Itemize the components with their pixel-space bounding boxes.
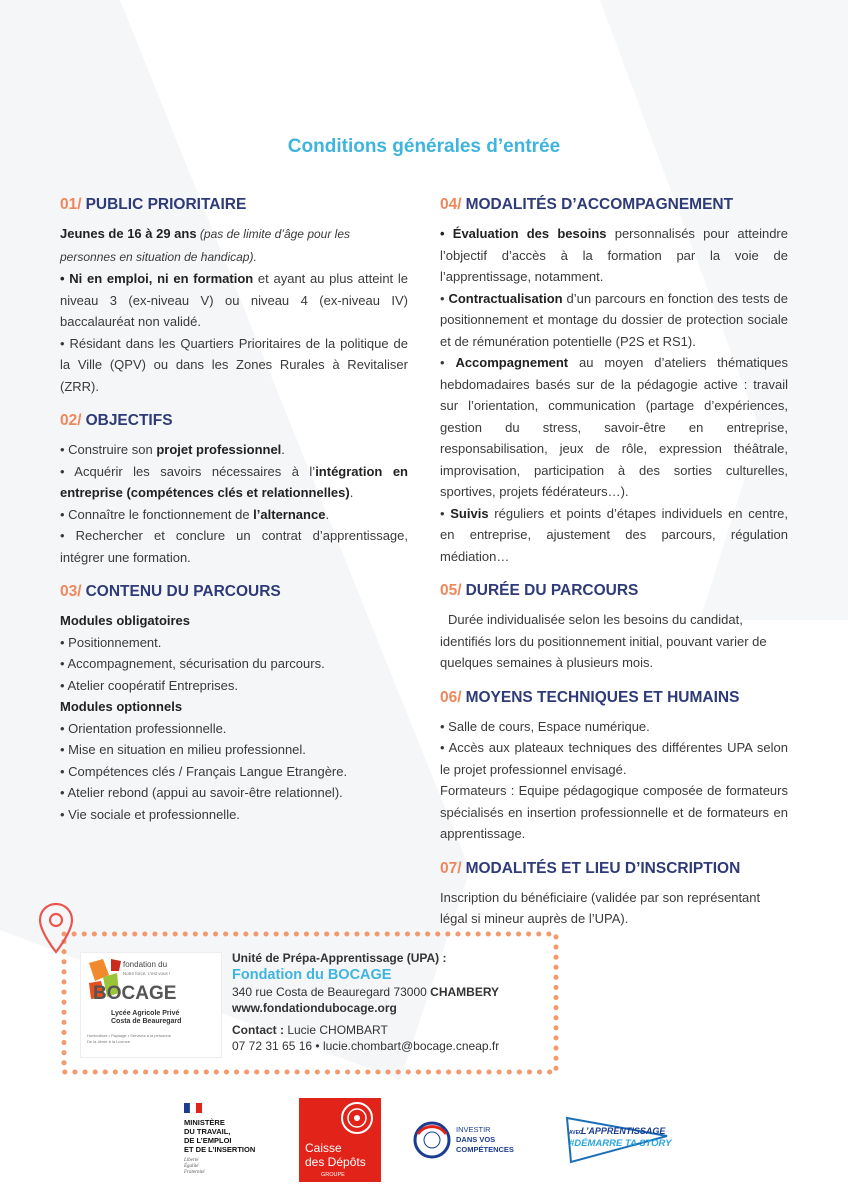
right-column xyxy=(440,193,788,942)
invest-line2: DANS VOS xyxy=(456,1135,496,1144)
section-heading xyxy=(440,193,788,217)
section-public-prioritaire xyxy=(60,193,408,397)
age-range: Jeunes de 16 à 29 ans xyxy=(60,226,197,241)
contact-name: Lucie CHOMBART xyxy=(284,1023,388,1037)
logo-small-line1: Horticulture • Paysage • Services à la personne xyxy=(87,1033,171,1038)
objective-text: . xyxy=(325,506,330,522)
list-item: • Mise en situation en milieu professionnel. xyxy=(60,742,306,757)
section-number: 01/ xyxy=(60,196,82,213)
criterion-residence: • Résidant dans les Quartiers Prioritaires de la politique de la Ville (QPV) ou dans les Zones Rurales à Revitaliser (ZRR). xyxy=(60,335,408,394)
bullet: • xyxy=(440,505,451,521)
cdc-line1: Caisse xyxy=(305,1141,342,1155)
criterion-text: et ayant au plus atteint le niveau 3 (ex-niveau V) ou niveau 4 (ex-niveau IV) baccalauréat non validé. xyxy=(60,271,408,329)
section-heading xyxy=(60,409,408,433)
objective-text: • Connaître le fonctionnement de xyxy=(60,506,254,522)
contact-line xyxy=(232,1022,552,1038)
section-body xyxy=(60,439,408,568)
apprent-line1: L’APPRENTISSAGE xyxy=(581,1126,666,1136)
section-objectifs xyxy=(60,409,408,568)
logo-bocage-text: BOCAGE xyxy=(93,983,177,1004)
section-title: CONTENU DU PARCOURS xyxy=(85,583,281,600)
item-bold: Contractualisation xyxy=(448,290,563,306)
section-heading xyxy=(440,857,788,881)
list-item: • Vie sociale et professionnelle. xyxy=(60,806,240,822)
caisse-des-depots-logo xyxy=(299,1098,381,1182)
list-item: • Positionnement. xyxy=(60,634,162,650)
objective-text: . xyxy=(281,442,285,457)
item-text: réguliers et points d’étapes individuels en centre, en entreprise, ajustement des parcours, régulation médiation… xyxy=(440,505,788,564)
criterion-bold: • Ni en emploi, ni en formation xyxy=(60,271,254,286)
phone-number[interactable]: 07 72 31 65 16 xyxy=(232,1039,313,1053)
address xyxy=(232,984,552,1000)
page-title: Conditions générales d’entrée xyxy=(287,136,561,157)
contact-details xyxy=(232,1038,552,1054)
organization-name: Fondation du BOCAGE xyxy=(232,967,392,983)
section-body xyxy=(440,716,788,845)
age-note: (pas de limite d’âge pour les personnes en situation de handicap). xyxy=(60,227,351,264)
address-street: 340 rue Costa de Beauregard 73000 xyxy=(232,985,431,999)
logo-tagline: Notre force, c’est vous ! xyxy=(123,971,171,976)
section-title: MOYENS TECHNIQUES ET HUMAINS xyxy=(465,688,740,706)
list-item: • Accompagnement, sécurisation du parcours. xyxy=(60,656,325,671)
section-body: Durée individualisée selon les besoins du candidat, identifiés lors du positionnement initial, pouvant varier de quelques semaines à plusieurs mois. xyxy=(440,612,767,670)
location-pin-icon xyxy=(38,902,74,954)
objective-text: • Acquérir les savoirs nécessaires à l’ xyxy=(60,463,316,479)
address-city: CHAMBERY xyxy=(430,985,500,999)
objective-bold: intégration en entreprise (compétences clés et relationnelles) xyxy=(60,463,408,500)
devise-line1: Liberté xyxy=(184,1158,199,1163)
section-number: 02/ xyxy=(60,412,82,429)
section-number: 05/ xyxy=(440,582,462,599)
cdc-line2: des Dépôts xyxy=(305,1155,366,1169)
subheading-mandatory: Modules obligatoires xyxy=(60,613,191,628)
devise-line3: Fraternité xyxy=(184,1170,205,1175)
section-title: OBJECTIFS xyxy=(85,412,173,429)
section-number: 03/ xyxy=(60,583,82,600)
list-item: • Orientation professionnelle. xyxy=(60,720,227,736)
apprent-avec: AVEC xyxy=(569,1130,583,1136)
ministere-line4: ET DE L’INSERTION xyxy=(184,1145,256,1154)
item-text: d’un parcours en fonction des tests de positionnement et montage du dossier de protection sociale et de rémunération potentielle (P2S et RS1). xyxy=(440,290,788,349)
section-heading xyxy=(60,193,408,217)
objective-text: . xyxy=(349,485,354,500)
ministere-line3: DE L’EMPLOI xyxy=(184,1136,232,1145)
item-text: • Accès aux plateaux techniques des différentes UPA selon le projet professionnel envisagé. xyxy=(440,740,788,777)
ministere-line1: MINISTÈRE xyxy=(184,1118,225,1127)
item-bold: Suivis xyxy=(450,505,489,521)
cdc-groupe: GROUPE xyxy=(321,1172,345,1178)
section-number: 06/ xyxy=(440,688,462,706)
section-duree xyxy=(440,579,788,674)
section-number: 07/ xyxy=(440,859,462,877)
apprentissage-logo xyxy=(563,1112,673,1168)
contact-block xyxy=(232,950,552,1054)
item-text: • Salle de cours, Espace numérique. xyxy=(440,718,650,734)
section-inscription xyxy=(440,857,788,930)
ministere-line2: DU TRAVAIL, xyxy=(184,1127,231,1136)
left-column xyxy=(60,193,408,837)
contact-label: Contact : xyxy=(232,1023,284,1037)
subheading-optional: Modules optionnels xyxy=(60,699,183,714)
list-item: • Atelier rebond (appui au savoir-être relationnel). xyxy=(60,785,343,800)
list-item: • Compétences clés / Français Langue Etrangère. xyxy=(60,763,348,779)
section-heading xyxy=(60,580,408,604)
devise-line2: Égalité xyxy=(184,1164,199,1169)
section-moyens xyxy=(440,686,788,845)
logo-lycee-line1: Lycée Agricole Privé xyxy=(111,1010,180,1017)
logo-small-line2: De la 4ème à la Licence xyxy=(87,1039,130,1044)
section-heading xyxy=(440,686,788,710)
invest-line1: INVESTIR xyxy=(456,1125,491,1134)
section-title: MODALITÉS D’ACCOMPAGNEMENT xyxy=(465,196,734,213)
logo-fondation-text: fondation du xyxy=(123,960,168,969)
objective-bold: projet professionnel xyxy=(156,442,282,457)
ministere-logo xyxy=(176,1103,276,1185)
objective-text: • Construire son xyxy=(60,442,157,457)
investir-competences-logo xyxy=(412,1118,542,1168)
section-number: 04/ xyxy=(440,196,462,213)
email-link[interactable]: • lucie.chombart@bocage.cneap.fr xyxy=(312,1039,500,1053)
section-body xyxy=(440,223,788,567)
website-link[interactable]: www.fondationdubocage.org xyxy=(232,1001,397,1015)
upa-label: Unité de Prépa-Apprentissage (UPA) : xyxy=(232,951,447,965)
invest-line3: COMPÉTENCES xyxy=(456,1145,514,1154)
item-text: Formateurs : Equipe pédagogique composée de formateurs spécialisés en insertion professionnelle et de formateurs en apprentissage. xyxy=(440,783,788,841)
bullet: • xyxy=(440,290,449,306)
apprent-line2: #DÉMARRE TA STORY xyxy=(569,1138,672,1149)
item-bold: • Évaluation des besoins xyxy=(440,226,607,241)
section-title: PUBLIC PRIORITAIRE xyxy=(85,196,247,213)
bullet: • xyxy=(440,355,456,370)
section-contenu xyxy=(60,580,408,825)
objective-text: • Rechercher et conclure un contrat d’apprentissage, intégrer une formation. xyxy=(60,528,408,565)
item-text: personnalisés pour atteindre l’objectif d’accès à la formation par la voie de l’apprentissage, notamment. xyxy=(440,226,788,284)
list-item: • Atelier coopératif Entreprises. xyxy=(60,677,238,693)
bocage-logo xyxy=(80,952,222,1058)
objective-bold: l’alternance xyxy=(253,506,326,522)
section-title: DURÉE DU PARCOURS xyxy=(465,582,639,599)
section-body xyxy=(60,223,408,397)
item-bold: Accompagnement xyxy=(455,355,569,370)
logo-lycee-line2: Costa de Beauregard xyxy=(111,1018,182,1025)
section-heading xyxy=(440,579,788,603)
item-text: au moyen d’ateliers thématiques hebdomadaires basés sur de la pédagogie active : travail sur l’orientation, communication (partage d’expériences, gestion du stress, savoir-être en entreprise, responsabilisation, jeux de rôle, expression théâtrale, improvisation, participation à des sorties culturelles, sportives, projets fédérateurs…). xyxy=(440,355,788,499)
section-body xyxy=(60,610,408,825)
section-accompagnement xyxy=(440,193,788,567)
section-body: Inscription du bénéficiaire (validée par son représentant légal si mineur auprès de l’UPA). xyxy=(440,889,761,926)
section-title: MODALITÉS ET LIEU D’INSCRIPTION xyxy=(465,859,741,877)
bocage-logo-graphic xyxy=(81,953,221,1057)
